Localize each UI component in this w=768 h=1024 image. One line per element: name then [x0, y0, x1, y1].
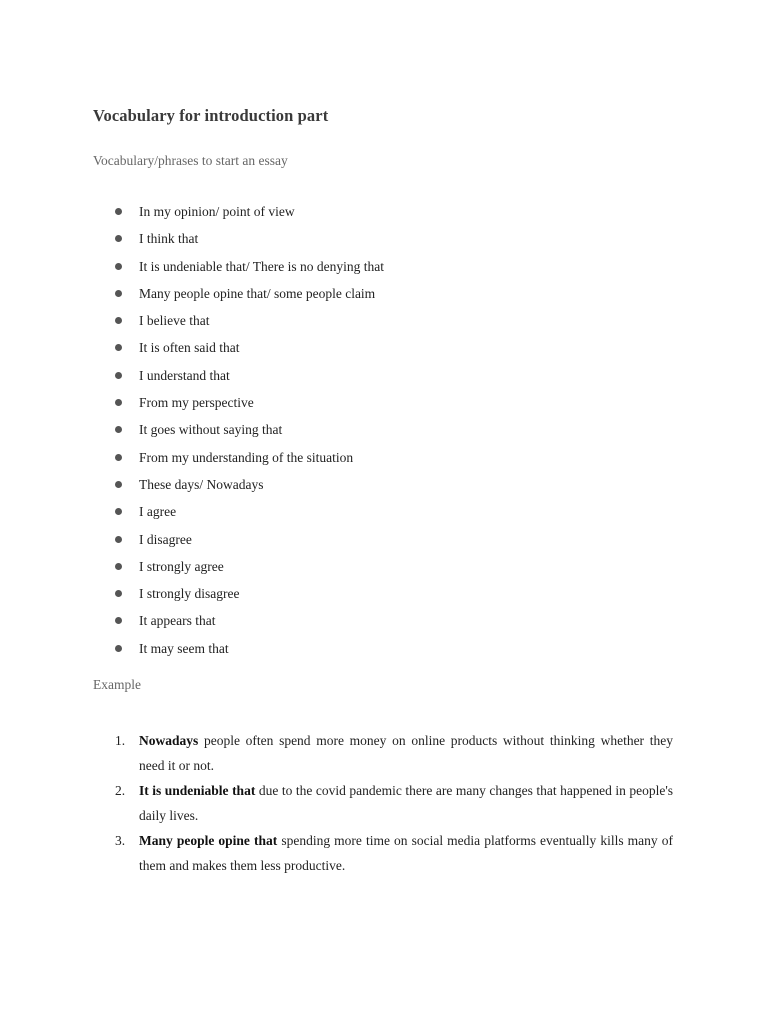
example-sentence — [139, 829, 673, 878]
bullet-icon — [115, 317, 122, 324]
phrase-text: It is undeniable that/ There is no denying that — [139, 258, 384, 274]
section-subtitle: Vocabulary/phrases to start an essay — [93, 153, 288, 168]
bullet-icon — [115, 372, 122, 379]
bullet-icon — [115, 454, 122, 461]
phrase-text: I strongly agree — [139, 558, 224, 574]
example-heading: Example — [93, 677, 141, 692]
phrase-text: I agree — [139, 504, 177, 520]
example-sentence-rest: due to the covid pandemic there are many changes that happened in people's daily lives. — [139, 783, 674, 823]
phrase-text: It appears that — [139, 613, 216, 629]
phrase-text: These days/ Nowadays — [139, 476, 264, 492]
bullet-icon — [115, 399, 122, 406]
example-key-phrase: Many people opine that — [139, 833, 278, 848]
phrase-text: It is often said that — [139, 340, 240, 356]
example-item — [0, 779, 768, 829]
example-item — [0, 829, 768, 879]
example-key-phrase: Nowadays — [139, 733, 199, 748]
phrase-text: It may seem that — [139, 640, 229, 656]
example-list — [0, 729, 768, 879]
phrase-text: I think that — [139, 231, 199, 247]
example-item — [0, 729, 768, 779]
phrase-text: It goes without saying that — [139, 422, 283, 438]
document-title: Vocabulary for introduction part — [93, 106, 329, 125]
bullet-icon — [115, 290, 122, 297]
phrase-text: I understand that — [139, 367, 230, 383]
example-key-phrase: It is undeniable that — [139, 783, 256, 798]
example-sentence-rest: spending more time on social media platforms eventually kills many of them and makes them less productive. — [139, 833, 673, 873]
example-number: 2. — [115, 783, 126, 798]
example-number: 3. — [115, 833, 126, 848]
bullet-icon — [115, 344, 122, 351]
bullet-icon — [115, 426, 122, 433]
example-sentence — [139, 729, 673, 778]
bullet-icon — [115, 645, 122, 652]
phrase-text: From my perspective — [139, 395, 254, 411]
example-number: 1. — [115, 733, 126, 748]
phrase-text: In my opinion/ point of view — [139, 204, 295, 219]
phrase-text: I believe that — [139, 313, 210, 329]
bullet-icon — [115, 481, 122, 488]
phrase-text: I disagree — [139, 531, 192, 547]
phrase-text: Many people opine that/ some people claim — [139, 285, 376, 301]
bullet-icon — [115, 235, 122, 242]
bullet-icon — [115, 508, 122, 515]
bullet-icon — [115, 208, 122, 215]
bullet-icon — [115, 263, 122, 270]
phrase-text: From my understanding of the situation — [139, 449, 354, 465]
bullet-icon — [115, 590, 122, 597]
example-sentence — [139, 779, 673, 828]
phrase-text: I strongly disagree — [139, 586, 240, 602]
bullet-icon — [115, 563, 122, 570]
bullet-icon — [115, 617, 122, 624]
example-sentence-rest: people often spend more money on online products without thinking whether they need it or not. — [139, 733, 673, 773]
bullet-icon — [115, 536, 122, 543]
